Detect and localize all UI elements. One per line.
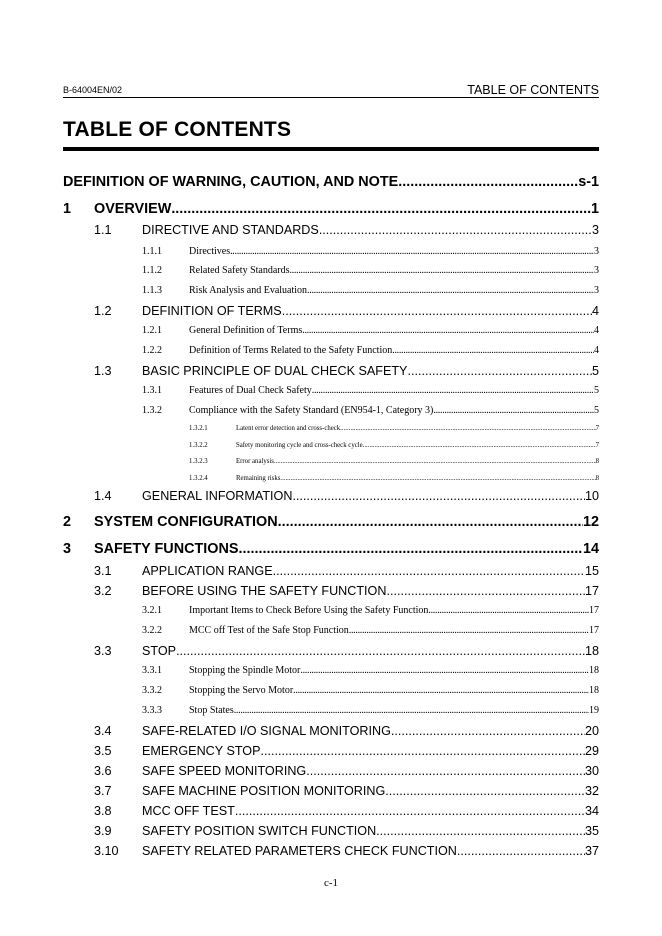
toc-entry-page: 30 xyxy=(584,764,599,778)
toc-entry-number: 1.3.2 xyxy=(142,405,162,416)
toc-entry-page: 32 xyxy=(584,784,599,798)
toc-entry[interactable] xyxy=(189,425,599,432)
toc-entry-page: 14 xyxy=(582,541,599,557)
toc-entry[interactable] xyxy=(142,285,599,296)
toc-entry-number: 1.1.2 xyxy=(142,265,162,276)
toc-entry[interactable] xyxy=(142,705,599,716)
toc-entry-title: Directives xyxy=(189,246,231,257)
toc-leader-dots xyxy=(457,844,585,858)
toc-entry[interactable] xyxy=(142,246,599,257)
toc-entry-page: 15 xyxy=(584,564,599,578)
toc-entry[interactable] xyxy=(94,644,599,658)
toc-entry[interactable] xyxy=(142,265,599,276)
toc-leader-dots xyxy=(171,201,591,217)
toc-entry-title: MCC OFF TEST xyxy=(142,804,235,818)
toc-leader-dots xyxy=(261,744,585,758)
toc-entry-page: 37 xyxy=(584,844,599,858)
toc-entry[interactable] xyxy=(142,345,599,356)
toc-entry-title: BEFORE USING THE SAFETY FUNCTION xyxy=(142,584,387,598)
toc-entry-title: Risk Analysis and Evaluation xyxy=(189,285,308,296)
toc-leader-dots xyxy=(307,285,594,296)
toc-entry-title: SYSTEM CONFIGURATION xyxy=(94,514,278,530)
toc-entry[interactable] xyxy=(94,764,599,778)
toc-entry-title: DIRECTIVE AND STANDARDS xyxy=(142,223,319,237)
toc-entry-number: 2 xyxy=(63,514,72,530)
toc-entry-page: 17 xyxy=(589,625,599,636)
toc-entry-page: 5 xyxy=(591,364,599,378)
toc-leader-dots xyxy=(230,246,594,257)
toc-entry-title: GENERAL INFORMATION xyxy=(142,489,293,503)
toc-entry-title: SAFE SPEED MONITORING xyxy=(142,764,307,778)
toc-entry-page: 35 xyxy=(584,824,599,838)
toc-entry-number: 3.5 xyxy=(94,744,112,758)
toc-entry-number: 1.4 xyxy=(94,489,112,503)
toc-entry-number: 1.1 xyxy=(94,223,112,237)
toc-entry-page: 10 xyxy=(584,489,599,503)
toc-entry[interactable] xyxy=(94,844,599,858)
toc-entry[interactable] xyxy=(94,824,599,838)
toc-entry[interactable] xyxy=(94,804,599,818)
toc-entry-page: 12 xyxy=(582,514,599,530)
toc-entry-number: 3.2.2 xyxy=(142,625,162,636)
toc-entry-page: 17 xyxy=(584,584,599,598)
toc-entry-page: 19 xyxy=(589,705,599,716)
toc-entry[interactable] xyxy=(63,201,599,217)
toc-leader-dots xyxy=(280,475,595,482)
toc-leader-dots xyxy=(302,325,594,336)
toc-leader-dots xyxy=(433,405,594,416)
toc-entry-number: 3.10 xyxy=(94,844,119,858)
title-divider xyxy=(63,147,599,151)
header-divider xyxy=(63,97,599,98)
toc-entry[interactable] xyxy=(142,625,599,636)
toc-leader-dots xyxy=(398,174,578,190)
toc-entry-number: 3.7 xyxy=(94,784,112,798)
toc-entry-title: Stop States xyxy=(189,705,234,716)
toc-entry-number: 1.2.1 xyxy=(142,325,162,336)
toc-entry[interactable] xyxy=(94,564,599,578)
toc-entry-page: 18 xyxy=(584,644,599,658)
toc-entry-title: SAFE-RELATED I/O SIGNAL MONITORING xyxy=(142,724,391,738)
toc-leader-dots xyxy=(428,605,589,616)
toc-entry-page: 4 xyxy=(594,325,599,336)
toc-leader-dots xyxy=(407,364,592,378)
toc-entry-number: 1.3.2.4 xyxy=(189,475,208,482)
toc-leader-dots xyxy=(300,665,589,676)
toc-entry-number: 3.3 xyxy=(94,644,112,658)
toc-leader-dots xyxy=(312,385,594,396)
toc-entry[interactable] xyxy=(189,475,599,482)
toc-entry-title: DEFINITION OF WARNING, CAUTION, AND NOTE xyxy=(63,174,399,190)
toc-entry-title: Important Items to Check Before Using the Safety Function xyxy=(189,605,429,616)
toc-entry-title: Stopping the Spindle Motor xyxy=(189,665,301,676)
toc-entry[interactable] xyxy=(94,584,599,598)
toc-entry[interactable] xyxy=(94,744,599,758)
toc-entry-title: APPLICATION RANGE xyxy=(142,564,273,578)
toc-entry-number: 3.4 xyxy=(94,724,112,738)
toc-entry-number: 3.3.2 xyxy=(142,685,162,696)
toc-leader-dots xyxy=(392,345,594,356)
toc-entry-page: 3 xyxy=(594,265,599,276)
toc-entry[interactable] xyxy=(63,174,599,190)
page-number: c-1 xyxy=(323,877,339,889)
toc-leader-dots xyxy=(292,489,585,503)
toc-entry-page: 20 xyxy=(584,724,599,738)
toc-entry-number: 3.6 xyxy=(94,764,112,778)
toc-entry-number: 3.9 xyxy=(94,824,112,838)
toc-entry[interactable] xyxy=(94,784,599,798)
toc-entry[interactable] xyxy=(142,665,599,676)
toc-entry-page: 3 xyxy=(594,246,599,257)
document-number: B-64004EN/02 xyxy=(63,85,123,95)
toc-entry-page: 4 xyxy=(591,304,599,318)
toc-entry-title: EMERGENCY STOP xyxy=(142,744,261,758)
toc-entry-title: MCC off Test of the Safe Stop Function xyxy=(189,625,349,636)
toc-leader-dots xyxy=(363,442,596,449)
toc-leader-dots xyxy=(385,784,585,798)
toc-entry-title: Error analysis xyxy=(236,458,274,465)
toc-entry-title: Compliance with the Safety Standard (EN954-1, Category 3) xyxy=(189,405,434,416)
toc-entry-page: 5 xyxy=(594,385,599,396)
toc-entry[interactable] xyxy=(142,385,599,396)
toc-entry-page: 8 xyxy=(595,475,599,482)
toc-entry[interactable] xyxy=(142,605,599,616)
toc-entry[interactable] xyxy=(94,724,599,738)
toc-leader-dots xyxy=(282,304,592,318)
toc-entry-number: 1.2.2 xyxy=(142,345,162,356)
toc-leader-dots xyxy=(293,685,589,696)
toc-entry-page: 18 xyxy=(589,685,599,696)
toc-entry-number: 1 xyxy=(63,201,72,217)
toc-entry-page: 29 xyxy=(584,744,599,758)
toc-entry-number: 1.1.1 xyxy=(142,246,162,257)
toc-entry[interactable] xyxy=(94,304,599,318)
toc-entry-title: SAFETY FUNCTIONS xyxy=(94,541,239,557)
toc-entry-title: SAFE MACHINE POSITION MONITORING xyxy=(142,784,386,798)
toc-entry-number: 1.2 xyxy=(94,304,112,318)
toc-entry-title: BASIC PRINCIPLE OF DUAL CHECK SAFETY xyxy=(142,364,408,378)
toc-leader-dots xyxy=(274,458,596,465)
running-header-title: TABLE OF CONTENTS xyxy=(467,83,599,97)
toc-leader-dots xyxy=(238,541,583,557)
toc-entry-page: 4 xyxy=(594,345,599,356)
toc-entry-title: Stopping the Servo Motor xyxy=(189,685,294,696)
toc-entry-title: Related Safety Standards xyxy=(189,265,290,276)
toc-entry-title: OVERVIEW xyxy=(94,201,172,217)
toc-entry[interactable] xyxy=(63,541,599,557)
toc-entry[interactable] xyxy=(142,685,599,696)
toc-entry-title: General Definition of Terms xyxy=(189,325,303,336)
toc-entry-number: 1.1.3 xyxy=(142,285,162,296)
toc-leader-dots xyxy=(340,425,595,432)
toc-entry[interactable] xyxy=(94,364,599,378)
toc-leader-dots xyxy=(290,265,594,276)
toc-entry-number: 1.3.2.1 xyxy=(189,425,208,432)
toc-entry[interactable] xyxy=(142,405,599,416)
toc-leader-dots xyxy=(349,625,589,636)
page-title: TABLE OF CONTENTS xyxy=(63,118,292,141)
toc-leader-dots xyxy=(306,764,585,778)
toc-entry[interactable] xyxy=(94,223,599,237)
toc-entry-title: STOP xyxy=(142,644,177,658)
toc-entry-page: 3 xyxy=(591,223,599,237)
toc-entry-page: 34 xyxy=(584,804,599,818)
toc-entry-title: Safety monitoring cycle and cross-check cycle xyxy=(236,442,363,449)
toc-leader-dots xyxy=(234,705,589,716)
toc-entry-number: 3.3.1 xyxy=(142,665,162,676)
toc-entry-title: SAFETY RELATED PARAMETERS CHECK FUNCTION xyxy=(142,844,457,858)
toc-leader-dots xyxy=(386,584,585,598)
toc-entry[interactable] xyxy=(189,442,599,449)
toc-leader-dots xyxy=(176,644,585,658)
toc-entry-number: 3.2.1 xyxy=(142,605,162,616)
toc-entry-title: Definition of Terms Related to the Safety Function xyxy=(189,345,393,356)
toc-entry-number: 3.3.3 xyxy=(142,705,162,716)
toc-leader-dots xyxy=(391,724,585,738)
toc-entry[interactable] xyxy=(94,489,599,503)
toc-entry-title: Latent error detection and cross-check xyxy=(236,425,341,432)
toc-entry-page: 5 xyxy=(594,405,599,416)
toc-entry-title: DEFINITION OF TERMS xyxy=(142,304,282,318)
toc-entry-number: 1.3.1 xyxy=(142,385,162,396)
toc-entry-page: 3 xyxy=(594,285,599,296)
toc-entry-page: s-1 xyxy=(578,174,599,190)
toc-entry-page: 8 xyxy=(595,458,599,465)
toc-leader-dots xyxy=(273,564,585,578)
toc-entry-title: SAFETY POSITION SWITCH FUNCTION xyxy=(142,824,377,838)
toc-entry-number: 3.2 xyxy=(94,584,112,598)
toc-entry-page: 18 xyxy=(589,665,599,676)
toc-entry-number: 1.3.2.3 xyxy=(189,458,208,465)
toc-entry-page: 17 xyxy=(589,605,599,616)
toc-entry-number: 1.3 xyxy=(94,364,112,378)
toc-entry[interactable] xyxy=(142,325,599,336)
toc-entry-page: 7 xyxy=(595,425,599,432)
toc-entry-number: 3.8 xyxy=(94,804,112,818)
toc-leader-dots xyxy=(319,223,592,237)
toc-entry-page: 7 xyxy=(595,442,599,449)
toc-leader-dots xyxy=(278,514,583,530)
toc-leader-dots xyxy=(376,824,585,838)
toc-entry-title: Remaining risks xyxy=(236,475,281,482)
toc-entry-number: 3 xyxy=(63,541,72,557)
toc-leader-dots xyxy=(235,804,585,818)
toc-entry[interactable] xyxy=(189,458,599,465)
toc-entry-title: Features of Dual Check Safety xyxy=(189,385,312,396)
toc-entry-number: 3.1 xyxy=(94,564,112,578)
toc-entry-page: 1 xyxy=(590,201,599,217)
toc-entry-number: 1.3.2.2 xyxy=(189,442,208,449)
toc-entry[interactable] xyxy=(63,514,599,530)
